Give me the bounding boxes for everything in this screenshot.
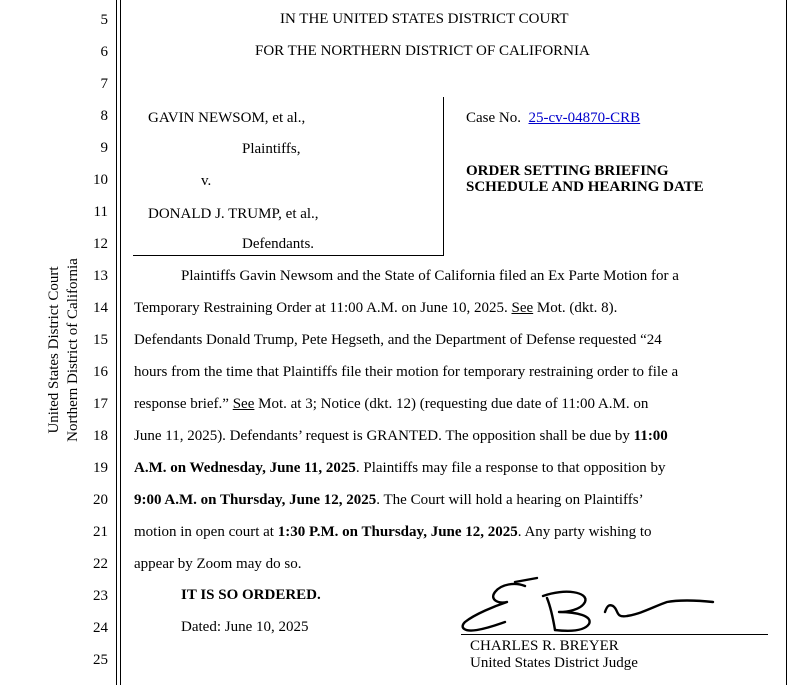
body-line-17 [134, 395, 648, 413]
hearing-bold: 1:30 P.M. on Thursday, June 12, 2025 [277, 524, 518, 540]
judge-name: CHARLES R. BREYER [470, 638, 619, 654]
line-number: 14 [93, 300, 108, 316]
body-text: . Plaintiffs may file a response to that opposition by [355, 460, 666, 476]
body-text: response brief.” [134, 396, 233, 412]
dated-line: Dated: June 10, 2025 [181, 619, 309, 635]
line-number: 16 [93, 364, 108, 380]
body-line-19 [134, 459, 666, 477]
caption-plaintiff-role: Plaintiffs, [242, 141, 301, 157]
line-number: 7 [100, 76, 108, 92]
line-number: 12 [93, 236, 108, 252]
line-number: 6 [100, 44, 108, 60]
line-number: 11 [93, 204, 108, 220]
body-text: . The Court will hold a hearing on Plaintiffs’ [376, 492, 644, 508]
case-number-link[interactable]: 25-cv-04870-CRB [528, 110, 641, 126]
caption-plaintiff: GAVIN NEWSOM, et al., [148, 110, 306, 126]
see-signal: See [232, 396, 255, 412]
right-margin-rule [786, 0, 787, 685]
side-court-label-line2: Northern District of California [65, 258, 81, 442]
case-number-block [466, 110, 640, 127]
line-number: 13 [93, 268, 108, 284]
body-line-20 [134, 491, 644, 509]
left-margin-rule-outer [116, 0, 117, 685]
line-number: 18 [93, 428, 108, 444]
line-number: 10 [93, 172, 108, 188]
line-number: 25 [93, 652, 108, 668]
line-number: 24 [93, 620, 108, 636]
see-signal: See [511, 300, 534, 316]
so-ordered: IT IS SO ORDERED. [181, 587, 321, 603]
court-heading-line1: IN THE UNITED STATES DISTRICT COURT [280, 11, 569, 27]
body-text: . Any party wishing to [517, 524, 652, 540]
judge-signature-graphic [455, 572, 715, 638]
line-number: 17 [93, 396, 108, 412]
line-number: 15 [93, 332, 108, 348]
deadline-bold: A.M. on Wednesday, June 11, 2025 [134, 460, 356, 476]
caption-divider-horizontal [133, 255, 444, 256]
deadline-bold: 9:00 A.M. on Thursday, June 12, 2025 [134, 492, 377, 508]
deadline-bold: 11:00 [633, 428, 668, 444]
body-line-13: Plaintiffs Gavin Newsom and the State of California filed an Ex Parte Motion for a [181, 268, 679, 284]
caption-defendant-role: Defendants. [242, 236, 315, 252]
body-line-18 [134, 427, 668, 445]
line-number: 9 [100, 140, 108, 156]
order-title-line1: ORDER SETTING BRIEFING [466, 163, 669, 179]
judge-title: United States District Judge [470, 655, 638, 671]
body-text: Mot. at 3; Notice (dkt. 12) (requesting due date of 11:00 A.M. on [254, 396, 649, 412]
court-heading-line2: FOR THE NORTHERN DISTRICT OF CALIFORNIA [255, 43, 590, 59]
line-number: 22 [93, 556, 108, 572]
line-number: 5 [100, 12, 108, 28]
left-margin-rule-inner [120, 0, 121, 685]
body-line-15: Defendants Donald Trump, Pete Hegseth, and the Department of Defense requested “24 [134, 332, 662, 348]
body-text: Temporary Restraining Order at 11:00 A.M. on June 10, 2025. [134, 300, 512, 316]
caption-divider-vertical [443, 97, 444, 255]
body-text: Mot. (dkt. 8). [533, 300, 618, 316]
body-line-22: appear by Zoom may do so. [134, 556, 302, 572]
caption-versus: v. [201, 173, 212, 189]
body-line-14 [134, 299, 617, 317]
case-number-label: Case No. [466, 110, 521, 126]
side-court-label-line1: United States District Court [46, 266, 62, 434]
line-number: 8 [100, 108, 108, 124]
line-number: 19 [93, 460, 108, 476]
signature-line [461, 634, 768, 635]
body-text: June 11, 2025). Defendants’ request is GRANTED. The opposition shall be due by [134, 428, 634, 444]
line-number: 23 [93, 588, 108, 604]
body-line-16: hours from the time that Plaintiffs file their motion for temporary restraining order to file a [134, 364, 679, 380]
caption-defendant: DONALD J. TRUMP, et al., [148, 206, 319, 222]
body-line-21 [134, 523, 652, 541]
line-number: 20 [93, 492, 108, 508]
order-title-line2: SCHEDULE AND HEARING DATE [466, 179, 704, 195]
line-number: 21 [93, 524, 108, 540]
body-text: motion in open court at [134, 524, 278, 540]
